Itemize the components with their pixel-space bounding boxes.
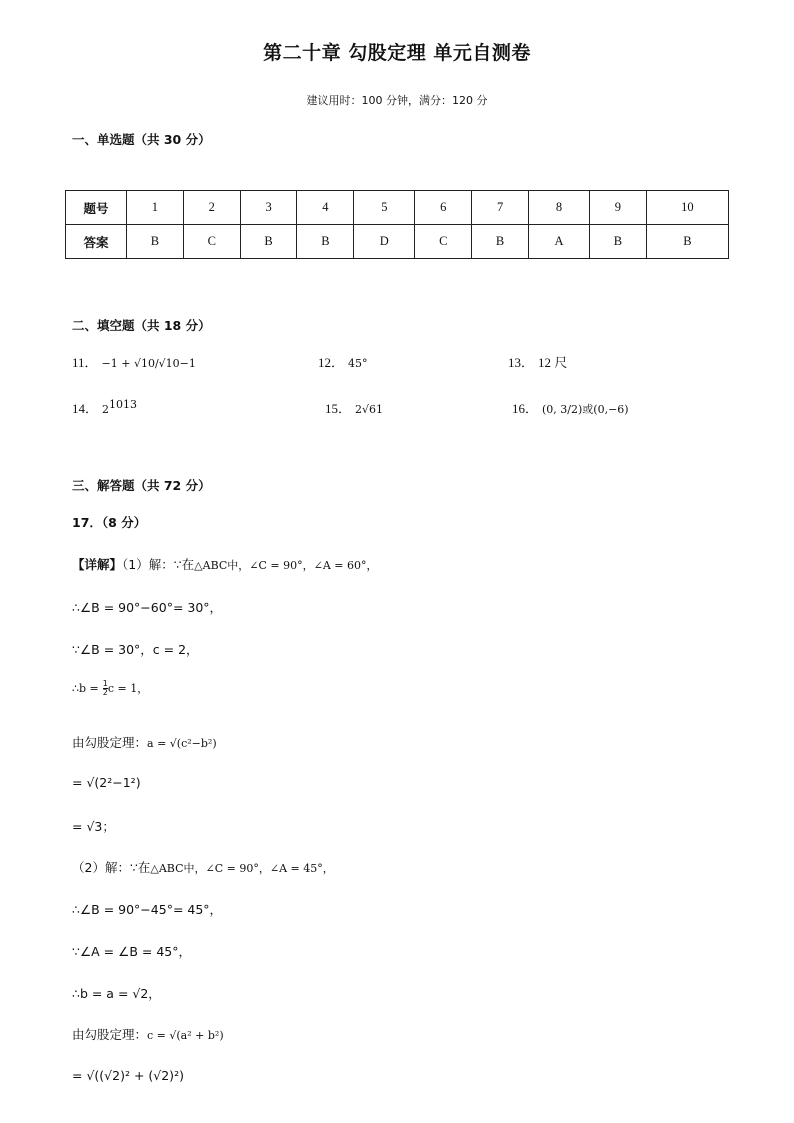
item-number: 12． <box>318 355 345 370</box>
math-expression: ∴b = <box>72 682 99 695</box>
part1-condition: 中，∠C = 90°，∠A = 60°， <box>227 559 378 572</box>
table-row <box>66 191 729 225</box>
answer-cell: C <box>415 225 472 259</box>
answer-cell: C <box>183 225 240 259</box>
answer-cell: D <box>354 225 415 259</box>
solution-line: ∴∠B = 90°−45°= 45°， <box>72 902 223 917</box>
question-number-cell: 4 <box>297 191 354 225</box>
fill-item-12 <box>318 352 368 371</box>
fraction-one-half: $\frac{1}{2}$ <box>102 679 108 697</box>
item-answer: 12 尺 <box>538 355 568 370</box>
math-expression: c = 1， <box>107 682 149 695</box>
answer-cell: B <box>297 225 354 259</box>
pythagoras-text: 由勾股定理： <box>72 1027 148 1042</box>
solution-line: ∵∠A = ∠B = 45°， <box>72 944 191 959</box>
question-number-cell: 3 <box>240 191 297 225</box>
solution-line: ∴∠B = 90°−60°= 30°， <box>72 600 223 615</box>
solution-line: ∵∠B = 30°，c = 2， <box>72 642 199 657</box>
question-number-cell: 6 <box>415 191 472 225</box>
fill-item-13 <box>508 352 567 371</box>
item-number: 11． <box>72 355 98 370</box>
item-answer: −1 + √10/√10−1 <box>101 357 196 370</box>
section-1-heading: 一、单选题（共 30 分） <box>72 132 211 147</box>
question-number-cell: 10 <box>646 191 728 225</box>
table-row <box>66 225 729 259</box>
fill-item-11 <box>72 352 196 371</box>
table-header-cell: 答案 <box>66 225 127 259</box>
fill-item-15 <box>325 398 383 417</box>
solution-line <box>72 555 378 573</box>
solution-line: ∴b = a = √2， <box>72 986 161 1001</box>
question-number-cell: 1 <box>127 191 184 225</box>
question-number-cell: 5 <box>354 191 415 225</box>
solution-line: = √3； <box>72 819 115 834</box>
answer-cell: B <box>590 225 647 259</box>
question-number-cell: 8 <box>528 191 589 225</box>
solution-line <box>72 680 148 697</box>
item-answer-base: 2 <box>102 403 109 417</box>
section-2-heading: 二、填空题（共 18 分） <box>72 318 211 333</box>
item-number: 15． <box>325 401 352 416</box>
answer-cell: B <box>127 225 184 259</box>
detail-tag: 【详解】 <box>72 557 123 572</box>
item-answer: 45° <box>348 357 368 370</box>
page-title: 第二十章 勾股定理 单元自测卷 <box>263 42 531 64</box>
item-answer: (0, 3/2)或(0,−6) <box>542 403 629 416</box>
answer-cell: B <box>240 225 297 259</box>
item-answer: 2√61 <box>355 403 384 416</box>
answer-cell: A <box>528 225 589 259</box>
part2-intro: （2）解：∵在 <box>72 860 151 875</box>
solution-line <box>72 858 334 876</box>
solution-line <box>72 1025 224 1043</box>
page-subtitle: 建议用时：100 分钟，满分：120 分 <box>306 94 488 107</box>
solution-line: = √(2²−1²) <box>72 775 141 790</box>
triangle-label: △ABC <box>194 559 228 572</box>
pythagoras-text: 由勾股定理： <box>72 735 148 750</box>
item-number: 14． <box>72 401 99 417</box>
answer-cell: B <box>472 225 529 259</box>
item-number: 13． <box>508 355 535 370</box>
math-expression: c = √(a² + b²) <box>147 1029 224 1042</box>
question-number-cell: 2 <box>183 191 240 225</box>
fill-item-16 <box>512 398 629 417</box>
table-header-cell: 题号 <box>66 191 127 225</box>
question-number-cell: 9 <box>590 191 647 225</box>
item-number: 16． <box>512 401 539 416</box>
solution-line: = √((√2)² + (√2)²) <box>72 1068 184 1083</box>
question-number-cell: 7 <box>472 191 529 225</box>
answer-table <box>65 190 729 259</box>
fill-item-14 <box>72 398 137 417</box>
section-3-heading: 三、解答题（共 72 分） <box>72 478 211 493</box>
answer-cell: B <box>646 225 728 259</box>
triangle-label: △ABC <box>150 862 184 875</box>
part2-condition: 中，∠C = 90°，∠A = 45°， <box>183 862 334 875</box>
question-17-label: 17．（8 分） <box>72 515 147 530</box>
part1-intro: （1）解：∵在 <box>122 557 195 572</box>
item-answer-exponent: 1013 <box>109 398 137 411</box>
solution-line <box>72 733 217 751</box>
math-expression: a = √(c²−b²) <box>147 737 217 750</box>
